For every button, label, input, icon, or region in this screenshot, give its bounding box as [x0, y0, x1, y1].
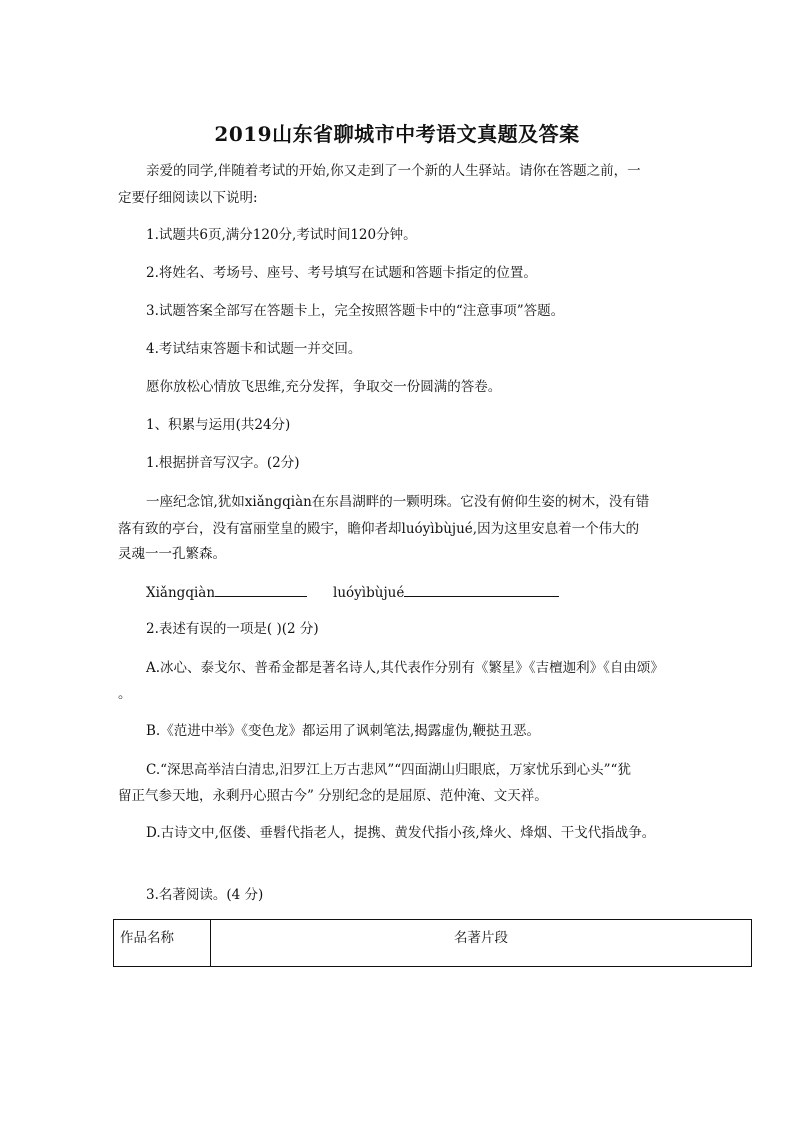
works-table [113, 919, 752, 967]
q2-option-b: B.《范进中举》《变色龙》都运用了讽刺笔法,揭露虚伪,鞭挞丑恶。 [146, 723, 541, 739]
answer-blank-2[interactable] [404, 582, 559, 597]
intro-line-2: 定要仔细阅读以下说明: [118, 190, 258, 206]
q2-option-a-line-1: A.冰心、泰戈尔、普希金都是著名诗人,其代表作分别有《繁星》《吉檀迦利》《自由颂》 [146, 660, 664, 676]
instruction-2: 2.将姓名、考场号、座号、考号填写在试题和答题卡指定的位置。 [146, 265, 537, 281]
header-work-name: 作品名称 [114, 920, 211, 967]
answer-blank-1[interactable] [215, 582, 307, 597]
question-3-prompt: 3.名著阅读。(4 分) [146, 887, 264, 903]
q2-option-d: D.古诗文中,伛偻、垂髫代指老人，提携、黄发代指小孩,烽火、烽烟、干戈代指战争。 [146, 825, 656, 841]
blank-2-label: luóyìbùjué [333, 585, 405, 601]
q2-option-c-line-1: C.“深思高举洁白清忠,汨罗江上万古悲风”“四面湖山归眼底，万家忧乐到心头”“犹 [146, 762, 631, 778]
header-excerpt: 名著片段 [211, 920, 752, 967]
document-title: 2019山东省聊城市中考语文真题及答案 [214, 122, 580, 146]
instruction-3: 3.试题答案全部写在答题卡上，完全按照答题卡中的“注意事项”答题。 [146, 303, 565, 319]
section-heading: 1、积累与运用(共24分) [146, 417, 291, 433]
q1-passage-line-1: 一座纪念馆,犹如xiǎngqiàn在东昌湖畔的一颗明珠。它没有俯仰生姿的树木，没有错 [146, 494, 650, 510]
intro-line-1: 亲爱的同学,伴随着考试的开始,你又走到了一个新的人生驿站。请你在答题之前，一 [146, 163, 641, 179]
table-header-row [114, 920, 752, 967]
wish-text: 愿你放松心情放飞思维,充分发挥，争取交一份圆满的答卷。 [146, 379, 502, 395]
q2-option-a-line-2: 。 [118, 686, 132, 702]
q2-option-c-line-2: 留正气参天地，永剩丹心照古今” 分别纪念的是屈原、范仲淹、文天祥。 [118, 788, 548, 804]
blank-1-label: Xiǎngqiàn [146, 585, 216, 601]
question-1-prompt: 1.根据拼音写汉字。(2分) [146, 455, 300, 471]
question-2-prompt: 2.表述有误的一项是( )(2 分) [146, 621, 319, 637]
instruction-1: 1.试题共6页,满分120分,考试时间120分钟。 [146, 227, 417, 243]
instruction-4: 4.考试结束答题卡和试题一并交回。 [146, 341, 362, 357]
q1-passage-line-2: 落有致的亭台，没有富丽堂皇的殿宇，瞻仰者却luóyìbùjué,因为这里安息着一个伟大的 [118, 521, 640, 537]
q1-passage-line-3: 灵魂一一孔繁森。 [118, 546, 226, 562]
q1-answer-blanks [146, 580, 706, 607]
